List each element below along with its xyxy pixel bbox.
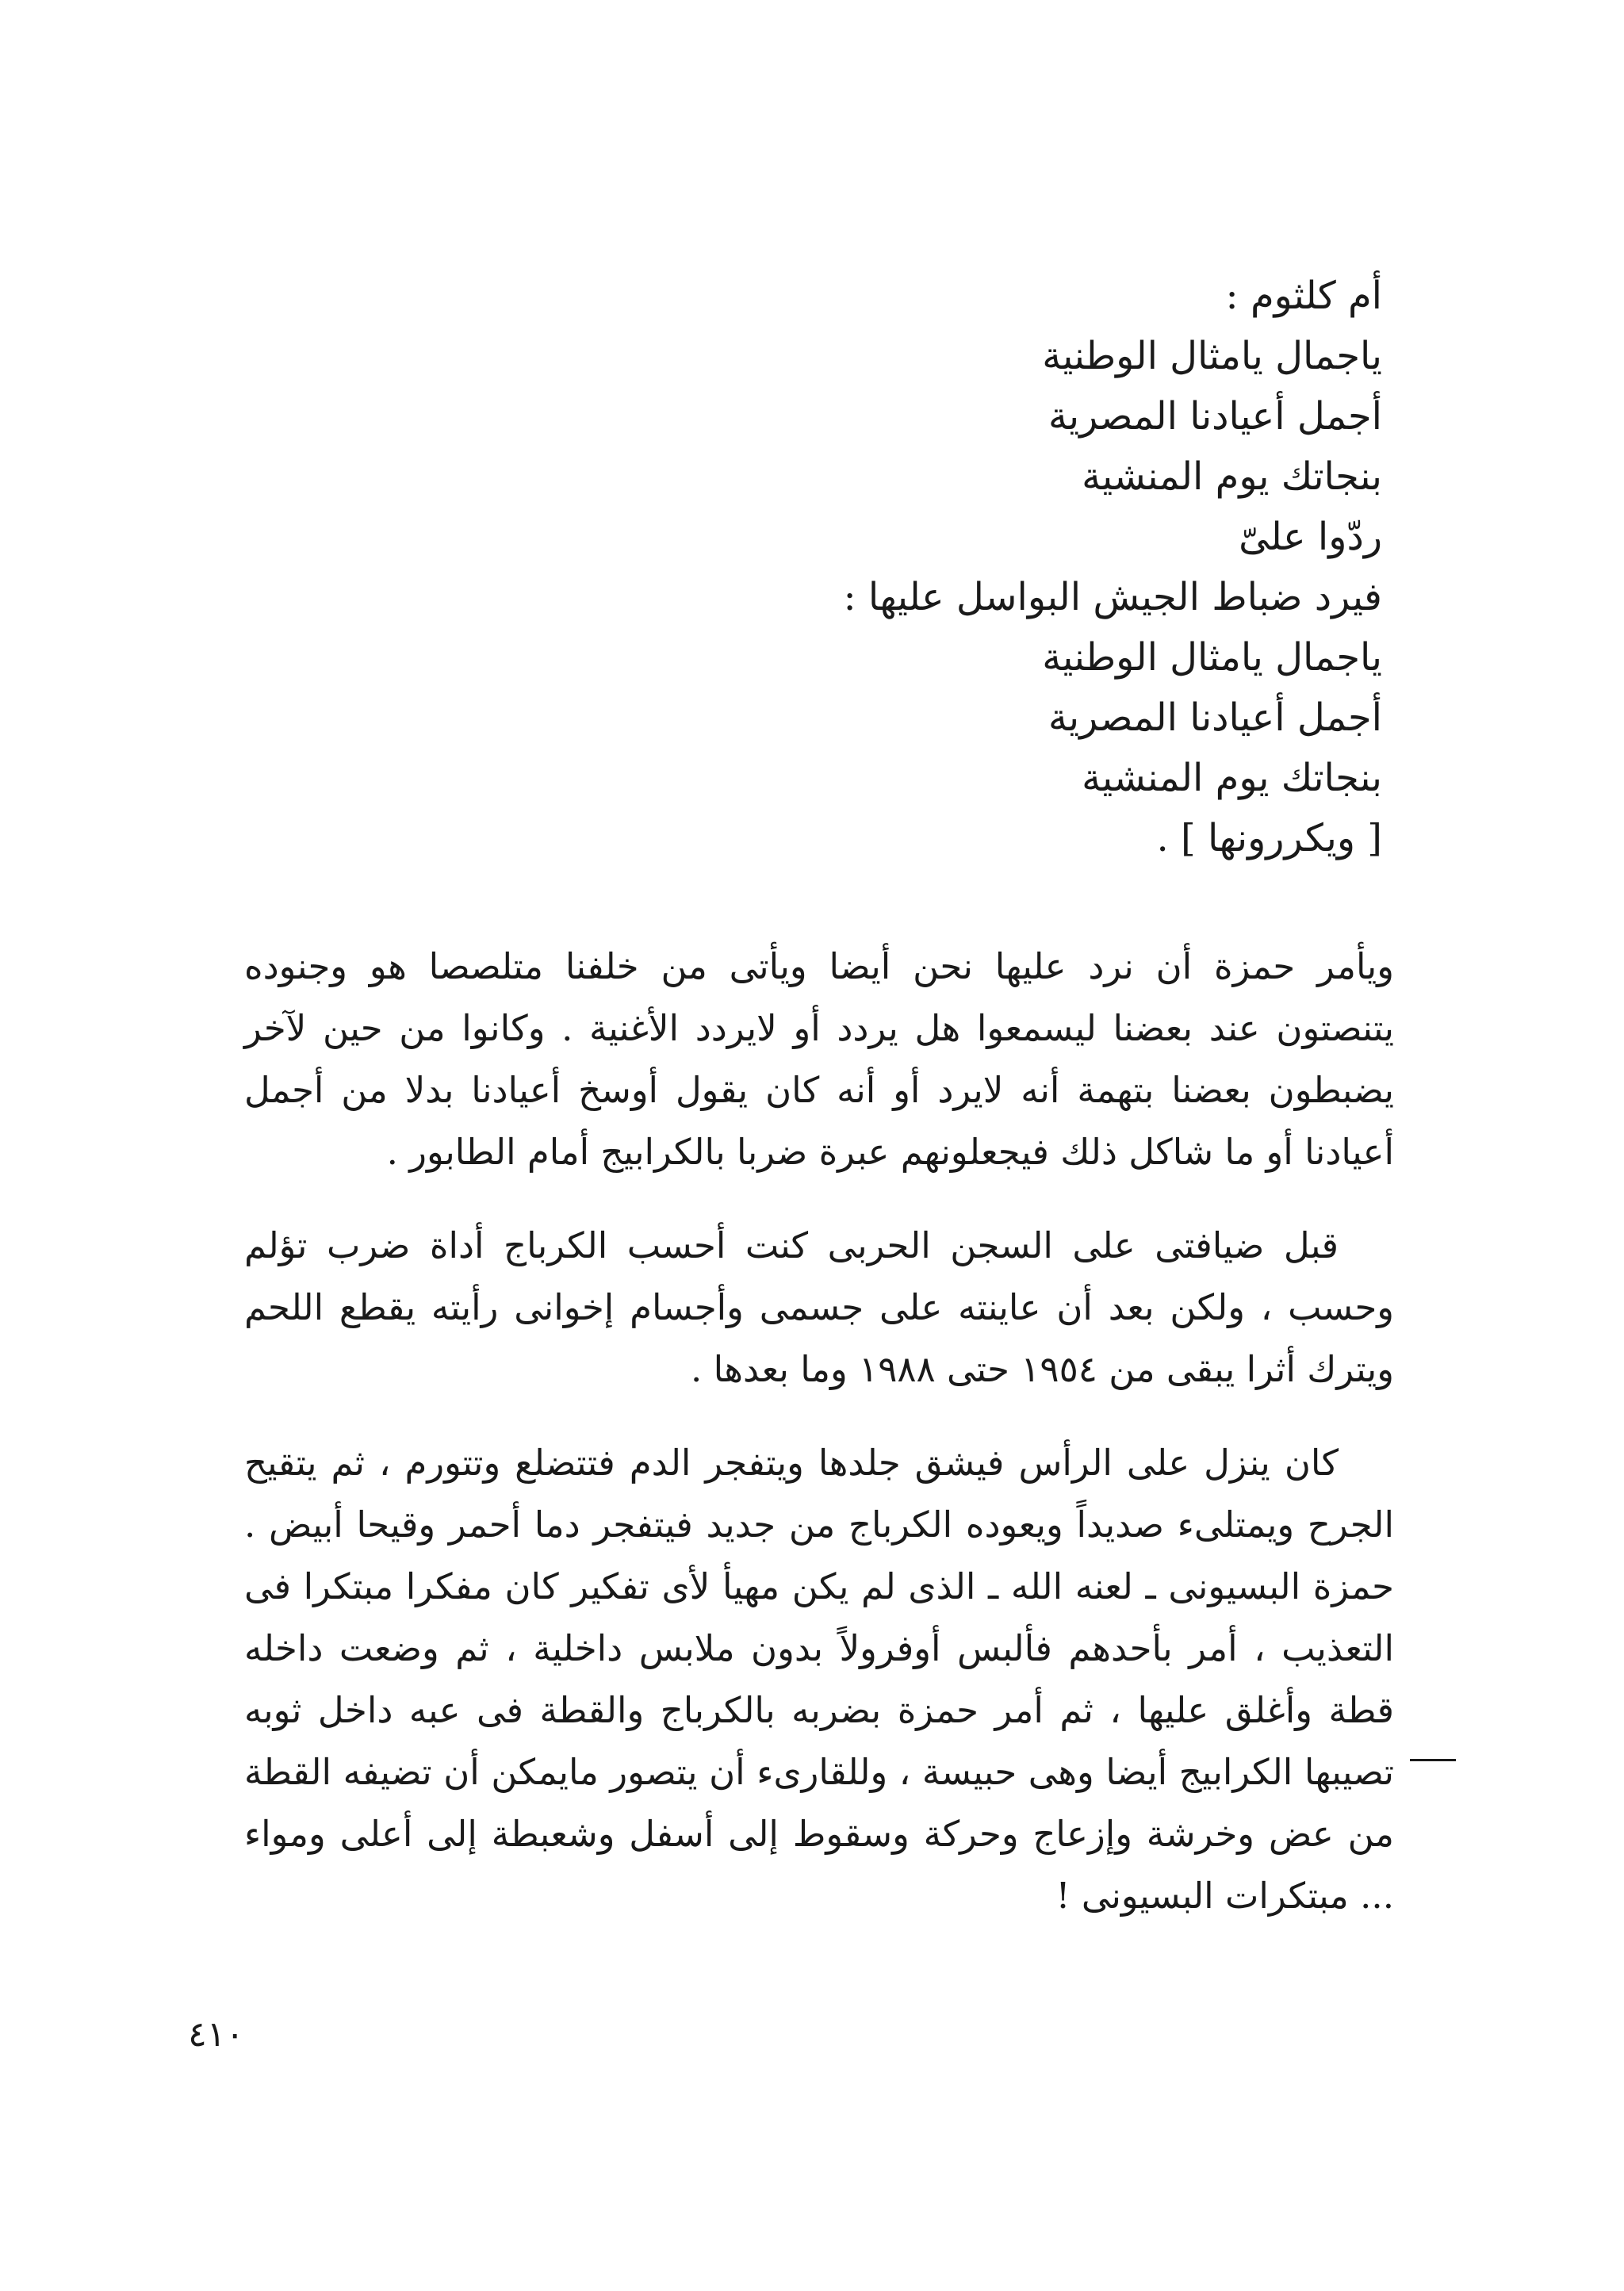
- verse-line: بنجاتك يوم المنشية: [1082, 756, 1382, 800]
- verse-line-note: [ ويكررونها ] .: [1156, 816, 1382, 860]
- verse-line: بنجاتك يوم المنشية: [1082, 454, 1382, 499]
- verse-line: ياجمال يامثال الوطنية: [1042, 635, 1382, 680]
- paragraph: قبل ضيافتى على السجن الحربى كنت أحسب الكرباج أداة ضرب تؤلم وحسب ، ولكن بعد أن عاينته على جسمى وأجسام إخوانى رأيته يقطع اللحم ويترك أثرا يبقى من ١٩٥٤ حتى ١٩٨٨ وما بعدها .: [244, 1224, 1394, 1390]
- verse-line: أجمل أعيادنا المصرية: [1048, 695, 1382, 740]
- paragraph: ويأمر حمزة أن نرد عليها نحن أيضا ويأتى من خلفنا متلصصا هو وجنوده يتنصتون عند بعضنا ليسمعوا هل يردد أو لايردد الأغنية . وكانوا من حين لآخر يضبطون بعضنا بتهمة أنه لايرد أو أنه كان يقول أوسخ أعيادنا بدلا من أجمل أعيادنا أو ما شاكل ذلك فيجعلونهم عبرة ضربا بالكرابيج أمام الطابور .: [244, 945, 1394, 1173]
- verse-line-response: فيرد ضباط الجيش البواسل عليها :: [843, 575, 1382, 619]
- body-text: [244, 936, 1394, 1959]
- verse-line: ردّوا علىّ: [1239, 515, 1382, 559]
- page-number: ٤١٠: [188, 2014, 244, 2055]
- margin-dash: [1410, 1759, 1456, 1761]
- song-verse: [668, 266, 1382, 868]
- verse-line: ياجمال يامثال الوطنية: [1042, 334, 1382, 378]
- paragraph: كان ينزل على الرأس فيشق جلدها ويتفجر الدم فتتضلع وتتورم ، ثم يتقيح الجرح ويمتلىء صديداً ويعوده الكرباج من جديد فيتفجر دما أحمر وقيحا أبيض . حمزة البسيونى ـ لعنه الله ـ الذى لم يكن مهيأ لأى تفكير كان مفكرا مبتكرا فى التعذيب ، أمر بأحدهم فألبس أوفرولاً بدون ملابس داخلية ، ثم وضعت داخله قطة وأغلق عليها ، ثم أمر حمزة بضربه بالكرباج والقطة فى عبه داخل ثوبه تصيبها الكرابيج أيضا وهى حبيسة ، وللقارىء أن يتصور مايمكن أن تضيفه القطة من عض وخرشة وإزعاج وحركة وسقوط إلى أسفل وشعبطة إلى أعلى ومواء ... مبتكرات البسيونى !: [244, 1442, 1394, 1917]
- verse-line-speaker: أم كلثوم :: [1225, 274, 1382, 318]
- verse-line: أجمل أعيادنا المصرية: [1048, 394, 1382, 439]
